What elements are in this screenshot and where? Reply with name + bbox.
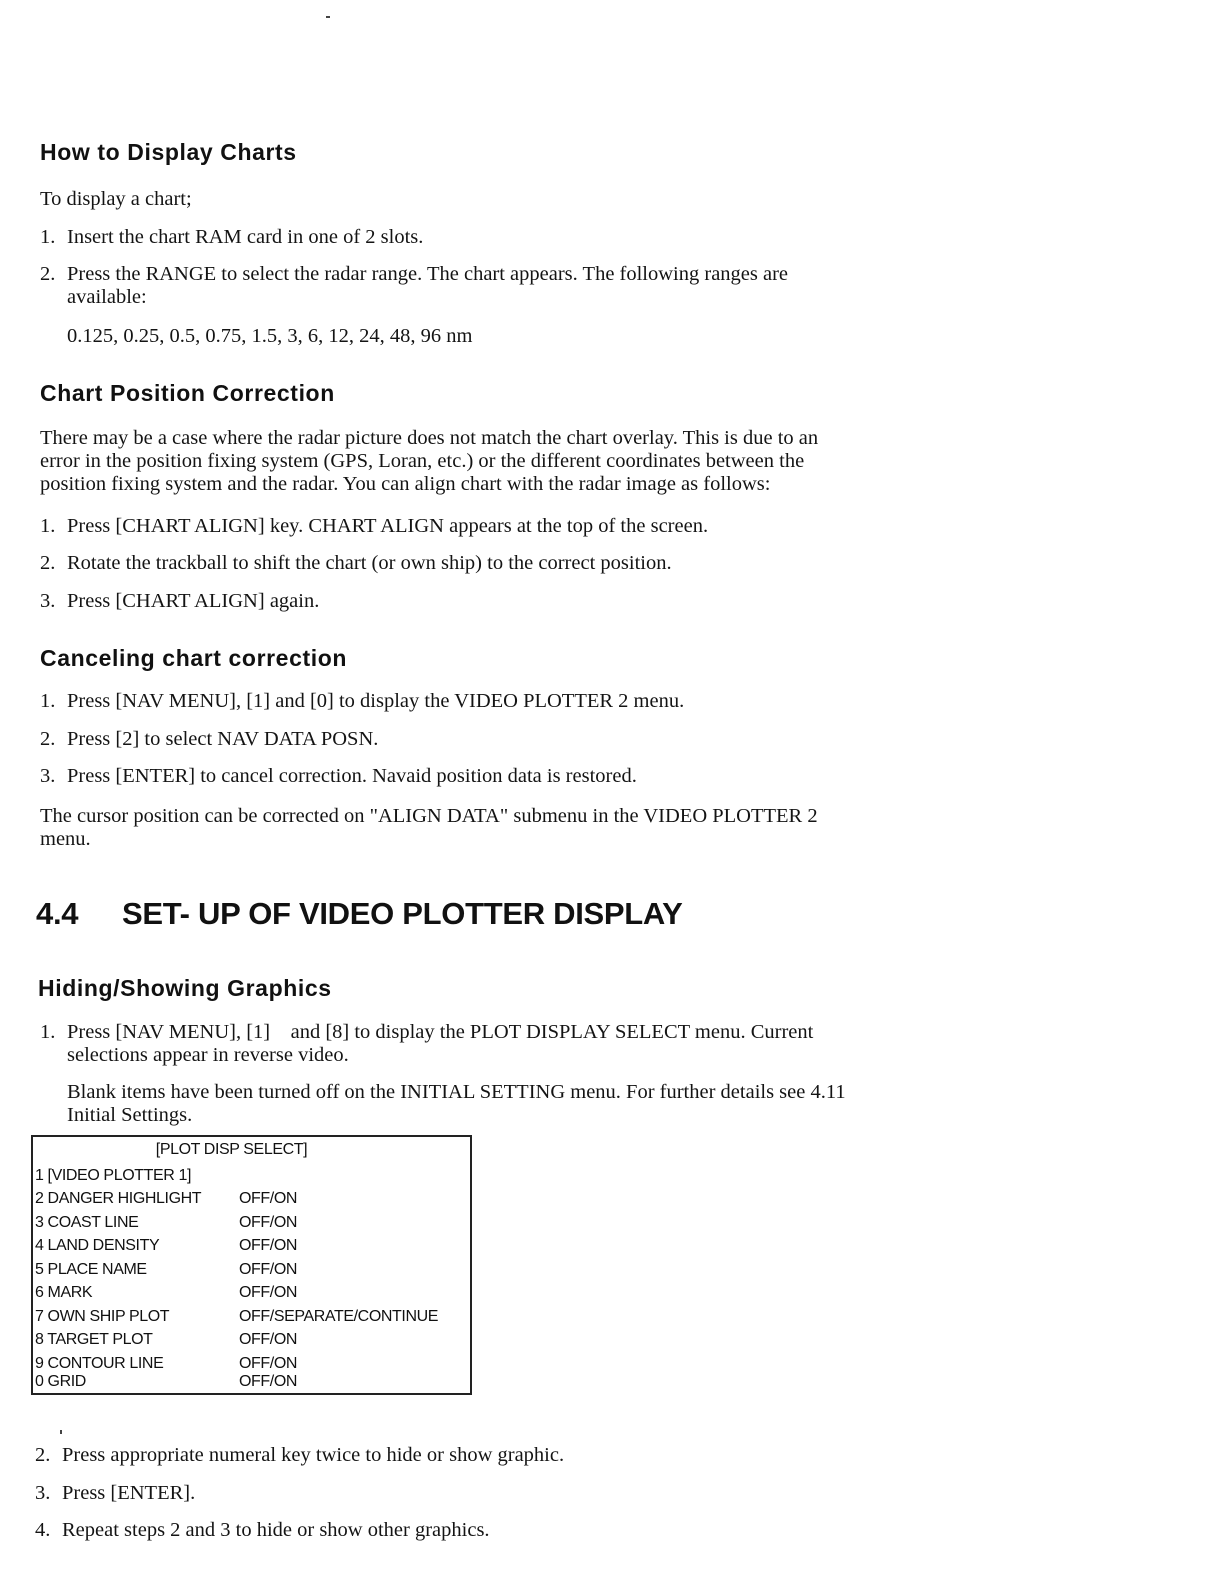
step-number: 1. (40, 1021, 56, 1043)
step-number: 2. (40, 728, 56, 750)
heading-hiding-showing-graphics: Hiding/Showing Graphics (38, 975, 332, 1001)
menu-item-value: OFF/ON (239, 1355, 298, 1372)
menu-item-value: OFF/ON (239, 1214, 298, 1231)
step-number: 1. (40, 515, 56, 537)
hiding-step-4 (35, 1519, 935, 1542)
display-step-2 (40, 263, 940, 309)
menu-item-label: 5 PLACE NAME (35, 1261, 147, 1278)
menu-row (35, 1370, 297, 1393)
menu-item-label: 4 LAND DENSITY (35, 1237, 160, 1254)
step-text: Insert the chart RAM card in one of 2 slots. (67, 226, 424, 248)
cursor-correction-note (40, 805, 960, 851)
step-text: Repeat steps 2 and 3 to hide or show other graphics. (62, 1519, 490, 1541)
step-number: 1. (40, 226, 56, 248)
note-line: The cursor position can be corrected on "ALIGN DATA" submenu in the VIDEO PLOTTER 2 (40, 805, 818, 827)
heading-canceling-chart-correction: Canceling chart correction (40, 645, 348, 671)
step-text: Press the RANGE to select the radar range. The chart appears. The following ranges are (67, 263, 789, 285)
step-number: 3. (40, 590, 56, 612)
hiding-step-2 (35, 1444, 935, 1467)
display-step-1 (40, 226, 940, 249)
menu-item-label: 7 OWN SHIP PLOT (35, 1308, 170, 1325)
menu-row (35, 1328, 297, 1351)
menu-item-value: OFF/ON (239, 1237, 298, 1254)
section-number: 4.4 (36, 896, 79, 931)
note-line: Initial Settings. (67, 1104, 193, 1126)
paragraph-line: position fixing system and the radar. You can align chart with the radar image as follows: (40, 473, 771, 495)
menu-item-value: OFF/ON (239, 1331, 298, 1348)
cancel-step-2 (40, 728, 940, 751)
step-number: 3. (35, 1482, 51, 1504)
heading-chart-position-correction: Chart Position Correction (40, 380, 335, 406)
menu-row (35, 1281, 297, 1304)
cancel-step-3 (40, 765, 940, 788)
step-text-continued: available: (67, 286, 147, 308)
correction-step-2 (40, 552, 940, 575)
hiding-step-3 (35, 1482, 935, 1505)
step-text: Rotate the trackball to shift the chart (or own ship) to the correct position. (67, 552, 672, 574)
menu-item-label: 6 MARK (35, 1284, 93, 1301)
heading-how-to-display-charts: How to Display Charts (40, 139, 297, 165)
menu-row (35, 1187, 297, 1210)
menu-row (35, 1234, 297, 1257)
menu-item-label: 0 GRID (35, 1373, 86, 1390)
step-text: Press [2] to select NAV DATA POSN. (67, 728, 379, 750)
menu-item-value: OFF/SEPARATE/CONTINUE (239, 1308, 439, 1325)
menu-item-label: 3 COAST LINE (35, 1214, 139, 1231)
menu-row (35, 1211, 297, 1234)
step-number: 1. (40, 690, 56, 712)
step-text: Press [NAV MENU], [1] and [8] to display the PLOT DISPLAY SELECT menu. Current (67, 1021, 814, 1043)
menu-item-label: 1 [VIDEO PLOTTER 1] (35, 1167, 192, 1184)
menu-row (35, 1305, 438, 1328)
blank-items-note (67, 1081, 987, 1127)
menu-row (35, 1164, 239, 1187)
step-number: 2. (35, 1444, 51, 1466)
hiding-step-1 (40, 1021, 940, 1067)
correction-step-3 (40, 590, 940, 613)
step-text: Press appropriate numeral key twice to hide or show graphic. (62, 1444, 565, 1466)
display-charts-intro: To display a chart; (40, 188, 192, 210)
step-number: 4. (35, 1519, 51, 1541)
section-heading-setup (36, 896, 683, 932)
cancel-step-1 (40, 690, 940, 713)
plot-disp-select-menu (31, 1135, 472, 1395)
step-number: 2. (40, 552, 56, 574)
step-number: 3. (40, 765, 56, 787)
menu-item-value: OFF/ON (239, 1190, 298, 1207)
step-number: 2. (40, 263, 56, 285)
menu-item-label: 8 TARGET PLOT (35, 1331, 153, 1348)
menu-title: [PLOT DISP SELECT] (155, 1141, 308, 1158)
menu-item-value: OFF/ON (239, 1284, 298, 1301)
step-text: Press [CHART ALIGN] key. CHART ALIGN appears at the top of the screen. (67, 515, 709, 537)
step-text: Press [ENTER]. (62, 1482, 196, 1504)
menu-item-value: OFF/ON (239, 1261, 298, 1278)
paragraph-line: There may be a case where the radar picture does not match the chart overlay. This is due to an (40, 427, 819, 449)
step-text-continued: selections appear in reverse video. (67, 1044, 349, 1066)
step-text: Press [CHART ALIGN] again. (67, 590, 320, 612)
section-title: SET- UP OF VIDEO PLOTTER DISPLAY (122, 896, 683, 931)
position-correction-paragraph (40, 427, 960, 496)
correction-step-1 (40, 515, 940, 538)
paragraph-line: error in the position fixing system (GPS, Loran, etc.) or the different coordinates between the (40, 450, 805, 472)
scan-mark (326, 16, 330, 18)
scan-mark (60, 1430, 62, 1434)
note-line: menu. (40, 828, 91, 850)
menu-item-label: 2 DANGER HIGHLIGHT (35, 1190, 202, 1207)
menu-item-value: OFF/ON (239, 1373, 298, 1390)
step-text: Press [NAV MENU], [1] and [0] to display the VIDEO PLOTTER 2 menu. (67, 690, 685, 712)
menu-row (35, 1258, 297, 1281)
step-text: Press [ENTER] to cancel correction. Navaid position data is restored. (67, 765, 637, 787)
menu-item-label: 9 CONTOUR LINE (35, 1355, 164, 1372)
note-line: Blank items have been turned off on the INITIAL SETTING menu. For further details see 4.11 (67, 1081, 846, 1103)
range-list: 0.125, 0.25, 0.5, 0.75, 1.5, 3, 6, 12, 24, 48, 96 nm (67, 325, 473, 347)
